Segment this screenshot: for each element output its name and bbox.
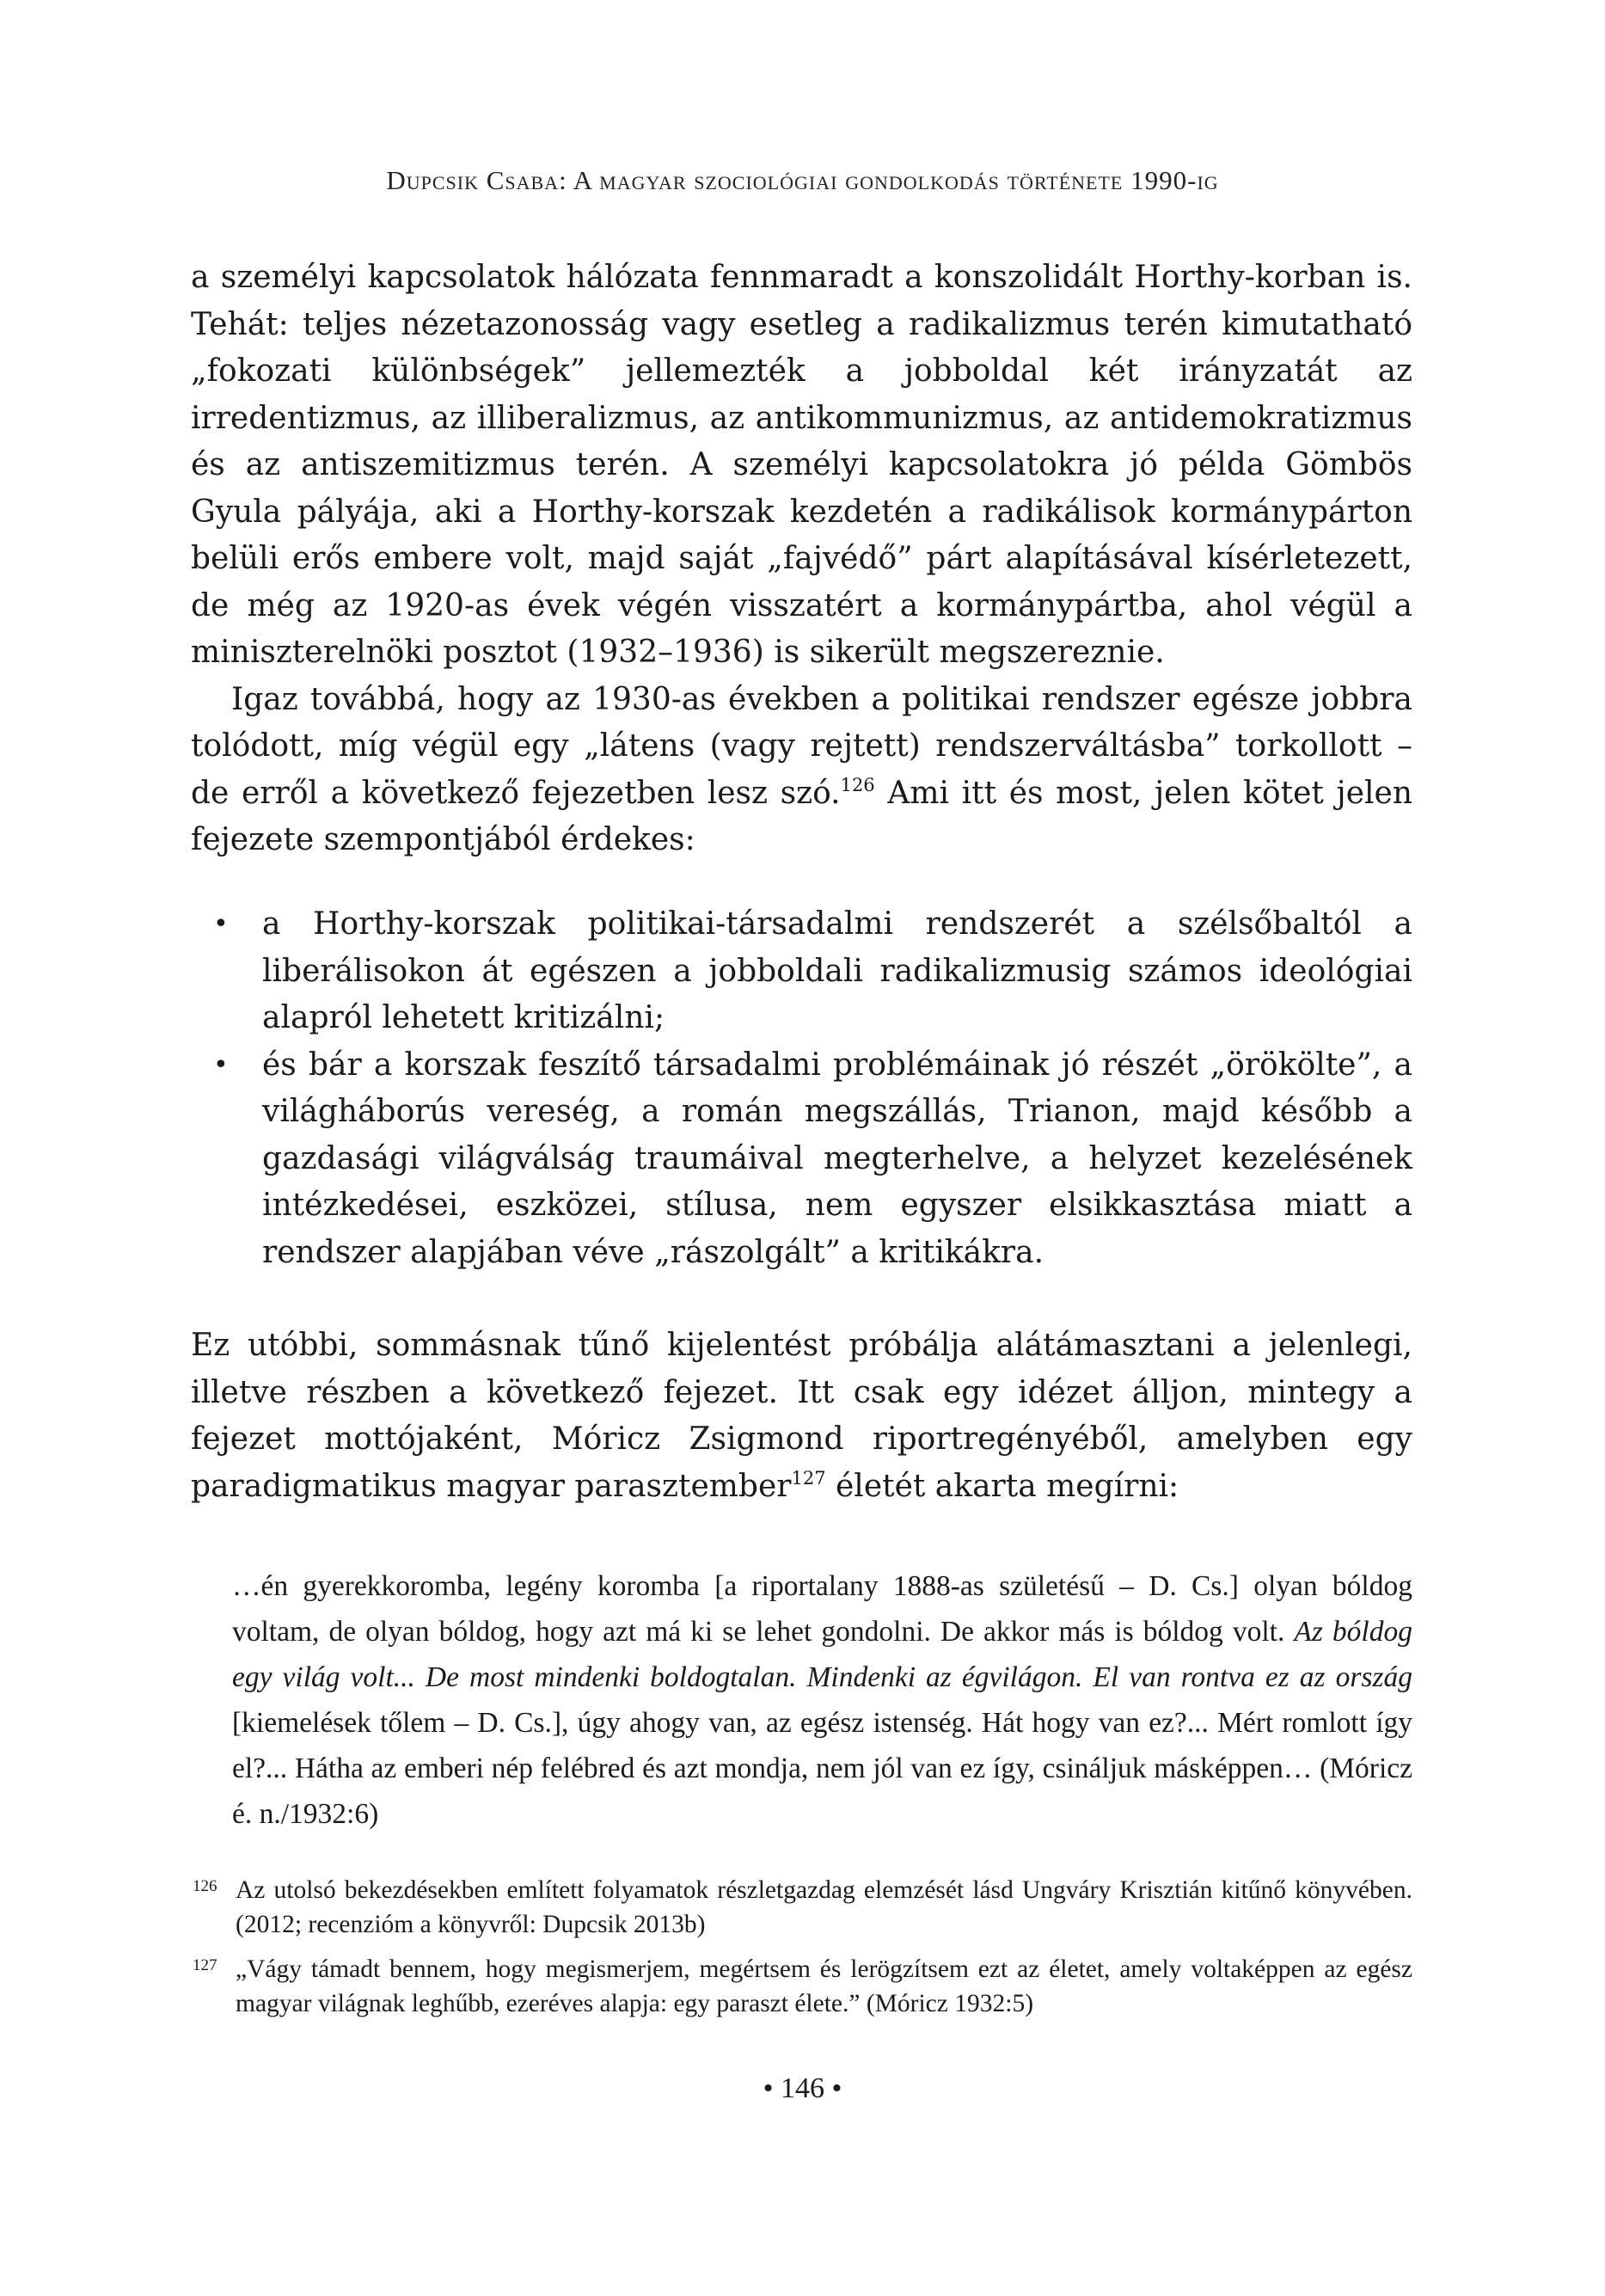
paragraph-1: a személyi kapcsolatok hálózata fennmaradt a konszolidált Horthy-korban is. Tehát: teljes nézetazonosság vagy esetleg a radikalizmus terén kimutatható „fokozati különbségek” jellemezték a jobboldal két irányzatát az irredentizmus, az illiberalizmus, az antikommunizmus, az antidemokratizmus és az antiszemitizmus terén. A személyi kapcsolatokra jó példa Gömbös Gyula pályája, aki a Horthy-korszak kezdetén a radikálisok kormánypárton belüli erős embere volt, majd saját „fajvédő” párt alapításával kísérletezett, de még az 1920-as évek végén visszatért a kormánypártba, ahol végül a miniszterelnöki posztot (1932–1936) is sikerült megszereznie. [191,260,1412,670]
paragraph-3-tail: életét akarta megírni: [825,1468,1179,1504]
bullet-item-2-text: és bár a korszak feszítő társadalmi problémáinak jó részét „örökölte”, a világháborús vereség, a román megszállás, Trianon, majd később a gazdasági világválság traumáival megterhelve, a helyzet kezelésének intézkedései, eszközei, stílusa, nem egyszer elsikkasztása miatt a rendszer alapjában véve „rászolgált” a kritikákra. [262,1047,1412,1270]
footnote-number: 127 [193,1956,217,1974]
paragraph-2-text: Igaz továbbá, hogy az 1930-as években a politikai rendszer egésze jobbra tolódott, míg végül egy „látens (vagy rejtett) rendszerváltásba” torkollott – de erről a következő fejezetben lesz szó. [191,681,1412,811]
running-head: Dupcsik Csaba: A magyar szociológiai gondolkodás története 1990-ig [386,165,1219,195]
bullet-list-block [191,901,1412,1276]
main-text-top [191,255,1412,864]
paragraph-3-text: Ez utóbbi, sommásnak tűnő kijelentést próbálja alátámasztani a jelenlegi, illetve részben a következő fejezet. Itt csak egy idézet álljon, mintegy a fejezet mottójaként, Móricz Zsigmond riportregényéből, amelyben egy paradigmatikus magyar parasztember [191,1328,1412,1504]
bullet-item-1 [191,901,1412,1042]
bullet-list [191,901,1412,1276]
footnote-ref-127[interactable]: 127 [791,1467,826,1489]
footnote-127 [191,1952,1412,2021]
footnote-text: „Vágy támadt bennem, hogy megismerjem, megértsem és lerögzítsem ezt az életet, amely voltaképpen az egész magyar világnak leghűbb, ezeréves alapja: egy paraszt élete.” (Móricz 1932:5) [236,1955,1412,2017]
bullet-item-2 [191,1042,1412,1277]
page-number: • 146 • [763,2072,842,2104]
block-quote [232,1563,1412,1837]
bullet-marker: • [213,909,229,939]
quote-italic: Az bóldog egy világ volt... De most mindenki boldogtalan. Mindenki az égvilágon. El van rontva ez az ország [232,1616,1412,1693]
footnote-126 [191,1873,1412,1942]
footnote-text: Az utolsó bekezdésekben említett folyamatok részletgazdag elemzését lásd Ungváry Krisztián kitűnő könyvében. (2012; recenzióm a könyvről: Dupcsik 2013b) [236,1876,1412,1938]
bullet-marker: • [213,1049,229,1080]
bullet-item-1-text: a Horthy-korszak politikai-társadalmi rendszerét a szélsőbaltól a liberálisokon át egészen a jobboldali radikalizmusig számos ideológiai alapról lehetett kritizálni; [262,906,1412,1035]
quote-part-1: …én gyerekkoromba, legény koromba [a riportalany 1888-as születésű – D. Cs.] olyan bóldog voltam, de olyan bóldog, hogy azt má ki se lehet gondolni. De akkor más is bóldog volt. [232,1570,1412,1648]
footnote-number: 126 [193,1877,217,1895]
footnotes [191,1873,1412,2031]
paragraph-2 [191,677,1412,864]
paragraph-2-tail: Ami itt és most, jelen kötet jelen fejezete szempontjából érdekes: [191,775,1413,857]
quote-part-2: [kiemelések tőlem – D. Cs.], úgy ahogy van, az egész istenség. Hát hogy van ez?... Mért romlott így el?... Hátha az emberi nép felébred és azt mondja, nem jól van ez így, csináljuk másképpen… (Móricz é. n./1932:6) [232,1707,1412,1830]
paragraph-3 [191,1323,1412,1510]
footnote-ref-126[interactable]: 126 [840,774,875,795]
quote-text [232,1563,1412,1837]
main-text-bottom [191,1323,1412,1510]
